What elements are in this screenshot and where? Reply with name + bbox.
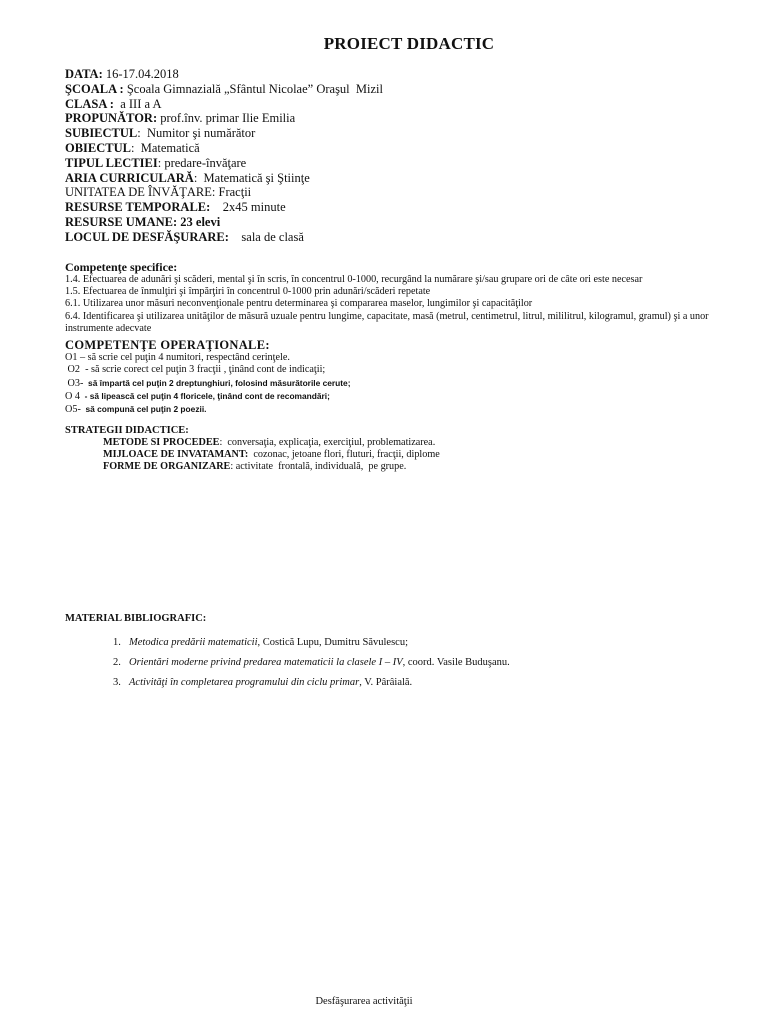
bibliografie-item bbox=[113, 657, 510, 677]
header-label: OBIECTUL bbox=[65, 140, 131, 155]
header-info bbox=[65, 67, 383, 245]
header-row bbox=[65, 141, 383, 156]
strategie-value: : conversaţia, explicaţia, exerciţiul, problematizarea. bbox=[219, 437, 436, 448]
bibliografie-list bbox=[113, 637, 510, 697]
header-value: a III a A bbox=[113, 96, 162, 111]
strategie-value: : activitate frontală, individuală, pe grupe. bbox=[230, 461, 407, 473]
header-value: : Matematică bbox=[131, 140, 200, 155]
bibliografie-number: 3. bbox=[113, 677, 121, 688]
competenta-item: 1.4. Efectuarea de adunări şi scăderi, mental şi în scris, în concentrul 0-1000, recurgând la numărare şi/sau grupare ori de câte ori este necesar bbox=[65, 274, 643, 285]
operational-text: să compună cel puţin 2 poezii. bbox=[80, 404, 207, 415]
header-label: SUBIECTUL bbox=[65, 126, 138, 141]
header-row bbox=[65, 200, 383, 215]
header-label: TIPUL LECTIEI bbox=[65, 155, 158, 170]
header-label: UNITATEA DE ÎNVĂŢARE bbox=[65, 185, 212, 200]
header-row bbox=[65, 111, 383, 126]
operational-item bbox=[65, 390, 351, 403]
bibliografie-title: MATERIAL BIBLIOGRAFIC: bbox=[65, 613, 207, 624]
operational-code: O1 bbox=[65, 352, 78, 363]
competenta-item: 6.1. Utilizarea unor măsuri neconvenţionale pentru determinarea şi compararea maselor, lungimilor şi capacităţilor bbox=[65, 298, 533, 310]
competente-specifice-title: Competenţe specifice: bbox=[65, 260, 178, 274]
operational-code: O5- bbox=[65, 404, 81, 416]
header-value: : Numitor şi numărător bbox=[137, 126, 256, 141]
bibliografie-book-title: Activităţi în completarea programului din ciclu primar bbox=[129, 677, 360, 688]
header-label: DATA: bbox=[65, 67, 103, 81]
header-label: RESURSE TEMPORALE: bbox=[65, 200, 211, 215]
strategie-label: FORME DE ORGANIZARE bbox=[103, 461, 231, 473]
strategie-value: cozonac, jetoane flori, fluturi, fracţii, diplome bbox=[248, 449, 440, 461]
operational-item bbox=[65, 352, 351, 364]
operational-code: O2 bbox=[65, 364, 80, 376]
header-row bbox=[65, 171, 383, 186]
header-row bbox=[65, 126, 383, 141]
header-label: ARIA CURRICULARĂ bbox=[65, 170, 194, 185]
operational-item bbox=[65, 403, 351, 416]
bibliografie-book-title: Metodica predării matematicii bbox=[129, 637, 258, 648]
strategie-item bbox=[103, 449, 440, 461]
header-row bbox=[65, 215, 383, 230]
strategie-item bbox=[103, 437, 440, 449]
strategie-item bbox=[103, 461, 440, 473]
header-row bbox=[65, 67, 383, 82]
bibliografie-item bbox=[113, 637, 510, 657]
operational-text: - să lipească cel puţin 4 floricele, ţinând cont de recomandări; bbox=[80, 390, 330, 401]
strategie-label: METODE SI PROCEDEE bbox=[103, 437, 220, 448]
header-label: PROPUNĂTOR: bbox=[65, 111, 158, 126]
header-value: 2x45 minute bbox=[210, 200, 286, 215]
header-row bbox=[65, 230, 383, 245]
header-label: RESURSE UMANE: 23 elevi bbox=[65, 214, 221, 229]
bibliografie-book-title: Orientări moderne privind predarea matematicii la clasele I – IV bbox=[129, 657, 403, 668]
header-value: : Matematică şi Ştiinţe bbox=[193, 170, 310, 185]
operational-item bbox=[65, 364, 351, 376]
bibliografie-number: 2. bbox=[113, 657, 121, 668]
competenta-item: 1.5. Efectuarea de înmulţiri şi împărţiri în concentrul 0-1000 prin adunări/scăderi repetate bbox=[65, 286, 431, 298]
operational-code: O3- bbox=[65, 377, 84, 389]
header-value: 16-17.04.2018 bbox=[102, 67, 179, 81]
strategii-title: STRATEGII DIDACTICE: bbox=[65, 425, 189, 436]
header-label: ŞCOALA : bbox=[65, 81, 124, 96]
operational-code: O 4 bbox=[65, 390, 80, 402]
competente-specifice-list bbox=[65, 274, 725, 335]
header-value: : predare-învăţare bbox=[157, 155, 247, 170]
operational-text: – să scrie cel puţin 4 numitori, respectând cerinţele. bbox=[77, 352, 290, 363]
strategii-list bbox=[103, 437, 440, 474]
bibliografie-authors: , Costică Lupu, Dumitru Săvulescu; bbox=[257, 637, 408, 648]
header-value: prof.înv. primar Ilie Emilia bbox=[157, 111, 296, 126]
bibliografie-number: 1. bbox=[113, 637, 121, 648]
operational-item bbox=[65, 377, 351, 390]
competente-operationale-list bbox=[65, 352, 351, 416]
header-value: Şcoala Gimnazială „Sfântul Nicolae” Oraşul Mizil bbox=[123, 81, 383, 96]
header-row bbox=[65, 156, 383, 171]
strategie-label: MIJLOACE DE INVATAMANT: bbox=[103, 449, 249, 461]
document-title: PROIECT DIDACTIC bbox=[323, 34, 495, 53]
page-footer: Desfăşurarea activităţii bbox=[315, 996, 413, 1007]
competenta-item: 6.4. Identificarea şi utilizarea unităţilor de măsură uzuale pentru lungime, capacitate, masă (metrul, centimetrul, litrul, mililitrul, kilogramul, gramul) şi a unor instrumente adecvate bbox=[65, 310, 709, 334]
bibliografie-item bbox=[113, 677, 510, 697]
competente-operationale-title: COMPETENŢE OPERAŢIONALE: bbox=[65, 338, 270, 352]
operational-text: - să scrie corect cel puţin 3 fracţii , ţinând cont de indicaţii; bbox=[80, 364, 326, 376]
bibliografie-authors: , V. Pârâială. bbox=[359, 677, 413, 688]
operational-text: să împartă cel puţin 2 dreptunghiuri, folosind măsurătorile cerute; bbox=[83, 377, 351, 388]
header-label: LOCUL DE DESFĂŞURARE: bbox=[65, 229, 229, 244]
header-label: CLASA : bbox=[65, 96, 114, 111]
header-row bbox=[65, 185, 383, 200]
header-row bbox=[65, 97, 383, 112]
header-value: sala de clasă bbox=[228, 229, 304, 244]
header-value: : Fracţii bbox=[211, 185, 252, 200]
bibliografie-authors: , coord. Vasile Buduşanu. bbox=[402, 657, 510, 668]
header-row bbox=[65, 82, 383, 97]
